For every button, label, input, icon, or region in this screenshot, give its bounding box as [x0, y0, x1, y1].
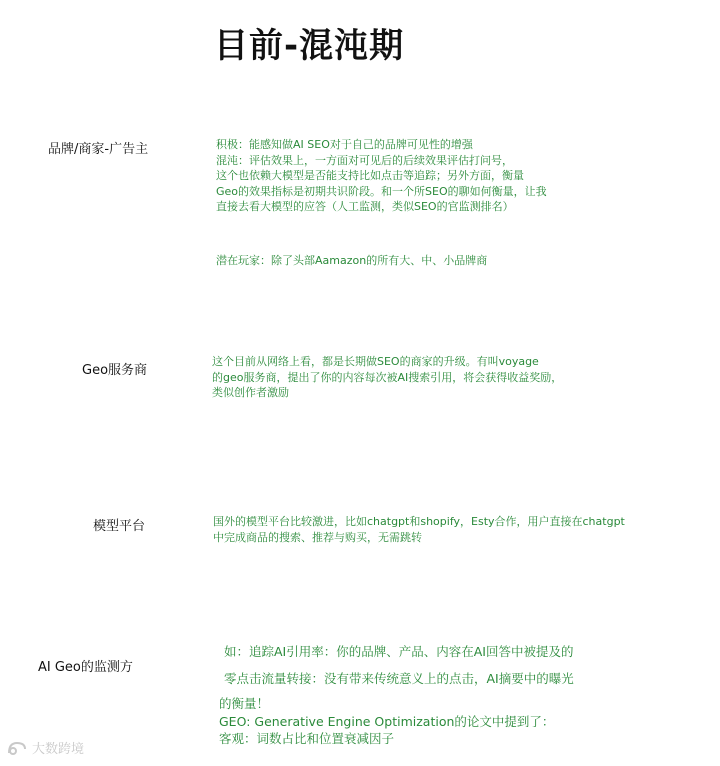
brand-logo-icon [6, 739, 28, 757]
note-line: 直接去看大模型的应答（人工监测，类似SEO的官监测排名） [216, 200, 514, 213]
note-line: 国外的模型平台比较激进，比如chatgpt和shopify，Esty合作，用户直接在chatgpt [213, 515, 625, 528]
row-label-model-platform: 模型平台 [93, 519, 146, 534]
row-label-brand: 品牌/商家-广告主 [48, 142, 149, 157]
brand-notes [216, 137, 547, 215]
watermark [6, 738, 84, 757]
note-line: 潜在玩家：除了头部Aamazon的所有大、中、小品牌商 [216, 254, 488, 267]
note-line: 的geo服务商，提出了你的内容每次被AI搜索引用，将会获得收益奖励， [212, 370, 563, 384]
note-line: 类似创作者激励 [212, 386, 289, 399]
note-line: 中完成商品的搜索、推荐与购买，无需跳转 [213, 530, 422, 544]
note-line: 混沌：评估效果上，一方面对可见后的后续效果评估打问号， [216, 153, 513, 167]
brand-potential-players [216, 253, 487, 269]
note-line: GEO: Generative Engine Optimization的论文中提到了： [219, 714, 555, 729]
note-line: 零点击流量转接：没有带来传统意义上的点击，AI摘要中的曝光 [224, 671, 574, 686]
note-line: Geo的效果指标是初期共识阶段。和一个所SEO的聊如何衡量，让我 [216, 184, 547, 198]
note-line: 客观：词数占比和位置衰减因子 [219, 731, 395, 746]
watermark-text: 大数跨境 [32, 742, 85, 757]
page-title: 目前-混沌期 [214, 26, 405, 66]
model-platform-notes [213, 514, 625, 545]
geo-provider-notes [212, 354, 562, 401]
note-line: 这个目前从网络上看，都是长期做SEO的商家的升级。有叫voyage [212, 355, 539, 368]
note-line: 的衡量！ [219, 696, 270, 711]
note-line: 积极：能感知做AI SEO对于自己的品牌可见性的增强 [216, 138, 473, 151]
note-line: 如：追踪AI引用率：你的品牌、产品、内容在AI回答中被提及的 [224, 644, 574, 659]
geo-monitor-notes [219, 641, 574, 748]
row-label-geo-monitor: AI Geo的监测方 [38, 660, 133, 675]
note-line: 这个也依赖大模型是否能支持比如点击等追踪；另外方面，衡量 [216, 169, 524, 182]
row-label-geo-provider: Geo服务商 [82, 363, 148, 378]
